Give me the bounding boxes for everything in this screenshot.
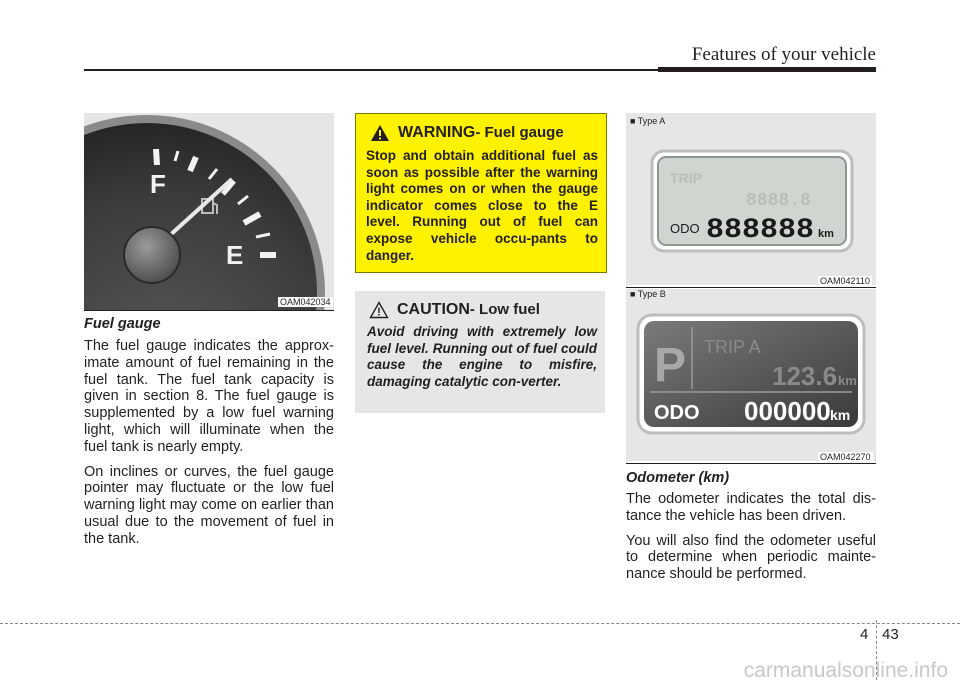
type-b-gear: P bbox=[654, 339, 687, 392]
warning-title-row bbox=[370, 124, 564, 142]
caution-triangle-icon bbox=[369, 301, 389, 319]
type-b-odo-unit: km bbox=[830, 407, 851, 423]
type-a-unit: km bbox=[818, 228, 834, 240]
warning-triangle-icon bbox=[370, 124, 390, 142]
odometer-paragraph-1: The odometer indicates the total dis-tance the vehicle has been driven. bbox=[626, 491, 876, 524]
type-a-label: ■ Type A bbox=[630, 116, 666, 126]
image-code-type-a: OAM042110 bbox=[820, 276, 870, 286]
odometer-heading: Odometer (km) bbox=[626, 470, 730, 486]
type-b-odo-label: ODO bbox=[654, 402, 700, 424]
warning-subtitle: - Fuel gauge bbox=[475, 124, 564, 141]
page-number: 43 bbox=[882, 626, 899, 643]
type-a-odo-label: ODO bbox=[670, 221, 700, 236]
caption-rule-a bbox=[626, 287, 876, 288]
caution-title-row bbox=[369, 301, 540, 319]
watermark: carmanualsonline.info bbox=[743, 659, 948, 682]
type-b-odo-value: 000000 bbox=[744, 396, 831, 426]
odometer-type-a-image bbox=[626, 113, 876, 285]
image-code-type-b: OAM042270 bbox=[820, 452, 871, 462]
fuel-gauge-paragraph-2: On inclines or curves, the fuel gauge pointer may fluctuate or the low fuel warning light may come on earlier than usual due to the movement of fuel in the tank. bbox=[84, 463, 334, 547]
odometer-body bbox=[626, 491, 876, 591]
caption-rule bbox=[84, 310, 334, 311]
header-rule-accent bbox=[658, 67, 876, 72]
caution-subtitle: - Low fuel bbox=[469, 301, 540, 318]
caution-text: Avoid driving with extremely low fuel level. Running out of fuel could cause the engine to misfire, damaging catalytic con-verter. bbox=[367, 324, 597, 389]
caution-title: CAUTION bbox=[397, 301, 470, 318]
running-header: Features of your vehicle bbox=[691, 44, 876, 65]
gauge-empty-letter: E bbox=[226, 240, 244, 270]
type-b-trip-unit: km bbox=[838, 373, 857, 388]
fuel-gauge-heading: Fuel gauge bbox=[84, 316, 161, 332]
warning-box bbox=[355, 113, 607, 273]
odometer-type-a-illustration bbox=[626, 113, 876, 285]
type-b-trip-value: 123.6 bbox=[772, 361, 838, 391]
odometer-type-b-image bbox=[626, 289, 876, 461]
type-a-faint-trip: TRIP bbox=[670, 170, 702, 186]
gauge-full-letter: F bbox=[150, 169, 166, 199]
warning-text: Stop and obtain additional fuel as soon as possible after the warning light comes on or when the gauge indicator comes close to the E level. Running out of fuel can expose vehicle occu-pants to danger. bbox=[366, 148, 598, 263]
fuel-gauge-image bbox=[84, 113, 334, 310]
type-a-odo-digits: 888888 bbox=[706, 215, 814, 246]
section-number: 4 bbox=[860, 626, 869, 643]
fuel-gauge-illustration bbox=[84, 113, 334, 310]
gauge-hub bbox=[124, 227, 180, 283]
caption-rule-b bbox=[626, 463, 876, 464]
type-a-faint-digits: 8888.8 bbox=[746, 191, 811, 211]
image-code-fuel-gauge: OAM042034 bbox=[280, 297, 331, 307]
caution-box bbox=[355, 291, 605, 413]
odometer-paragraph-2: You will also find the odometer useful to determine when periodic mainte-nance should be performed. bbox=[626, 532, 876, 583]
type-b-label: ■ Type B bbox=[630, 289, 666, 299]
odometer-type-b-illustration bbox=[626, 289, 876, 461]
warning-title: WARNING bbox=[398, 124, 476, 141]
fuel-gauge-body bbox=[84, 338, 334, 556]
type-b-trip-label: TRIP A bbox=[704, 337, 761, 357]
footer-dashed-rule bbox=[0, 623, 960, 624]
fuel-gauge-paragraph-1: The fuel gauge indicates the approx-imate amount of fuel remaining in the fuel tank. The fuel tank capacity is given in section 8. The fuel gauge is supplemented by a low fuel warning light, which will illuminate when the fuel tank is nearly empty. bbox=[84, 338, 334, 455]
